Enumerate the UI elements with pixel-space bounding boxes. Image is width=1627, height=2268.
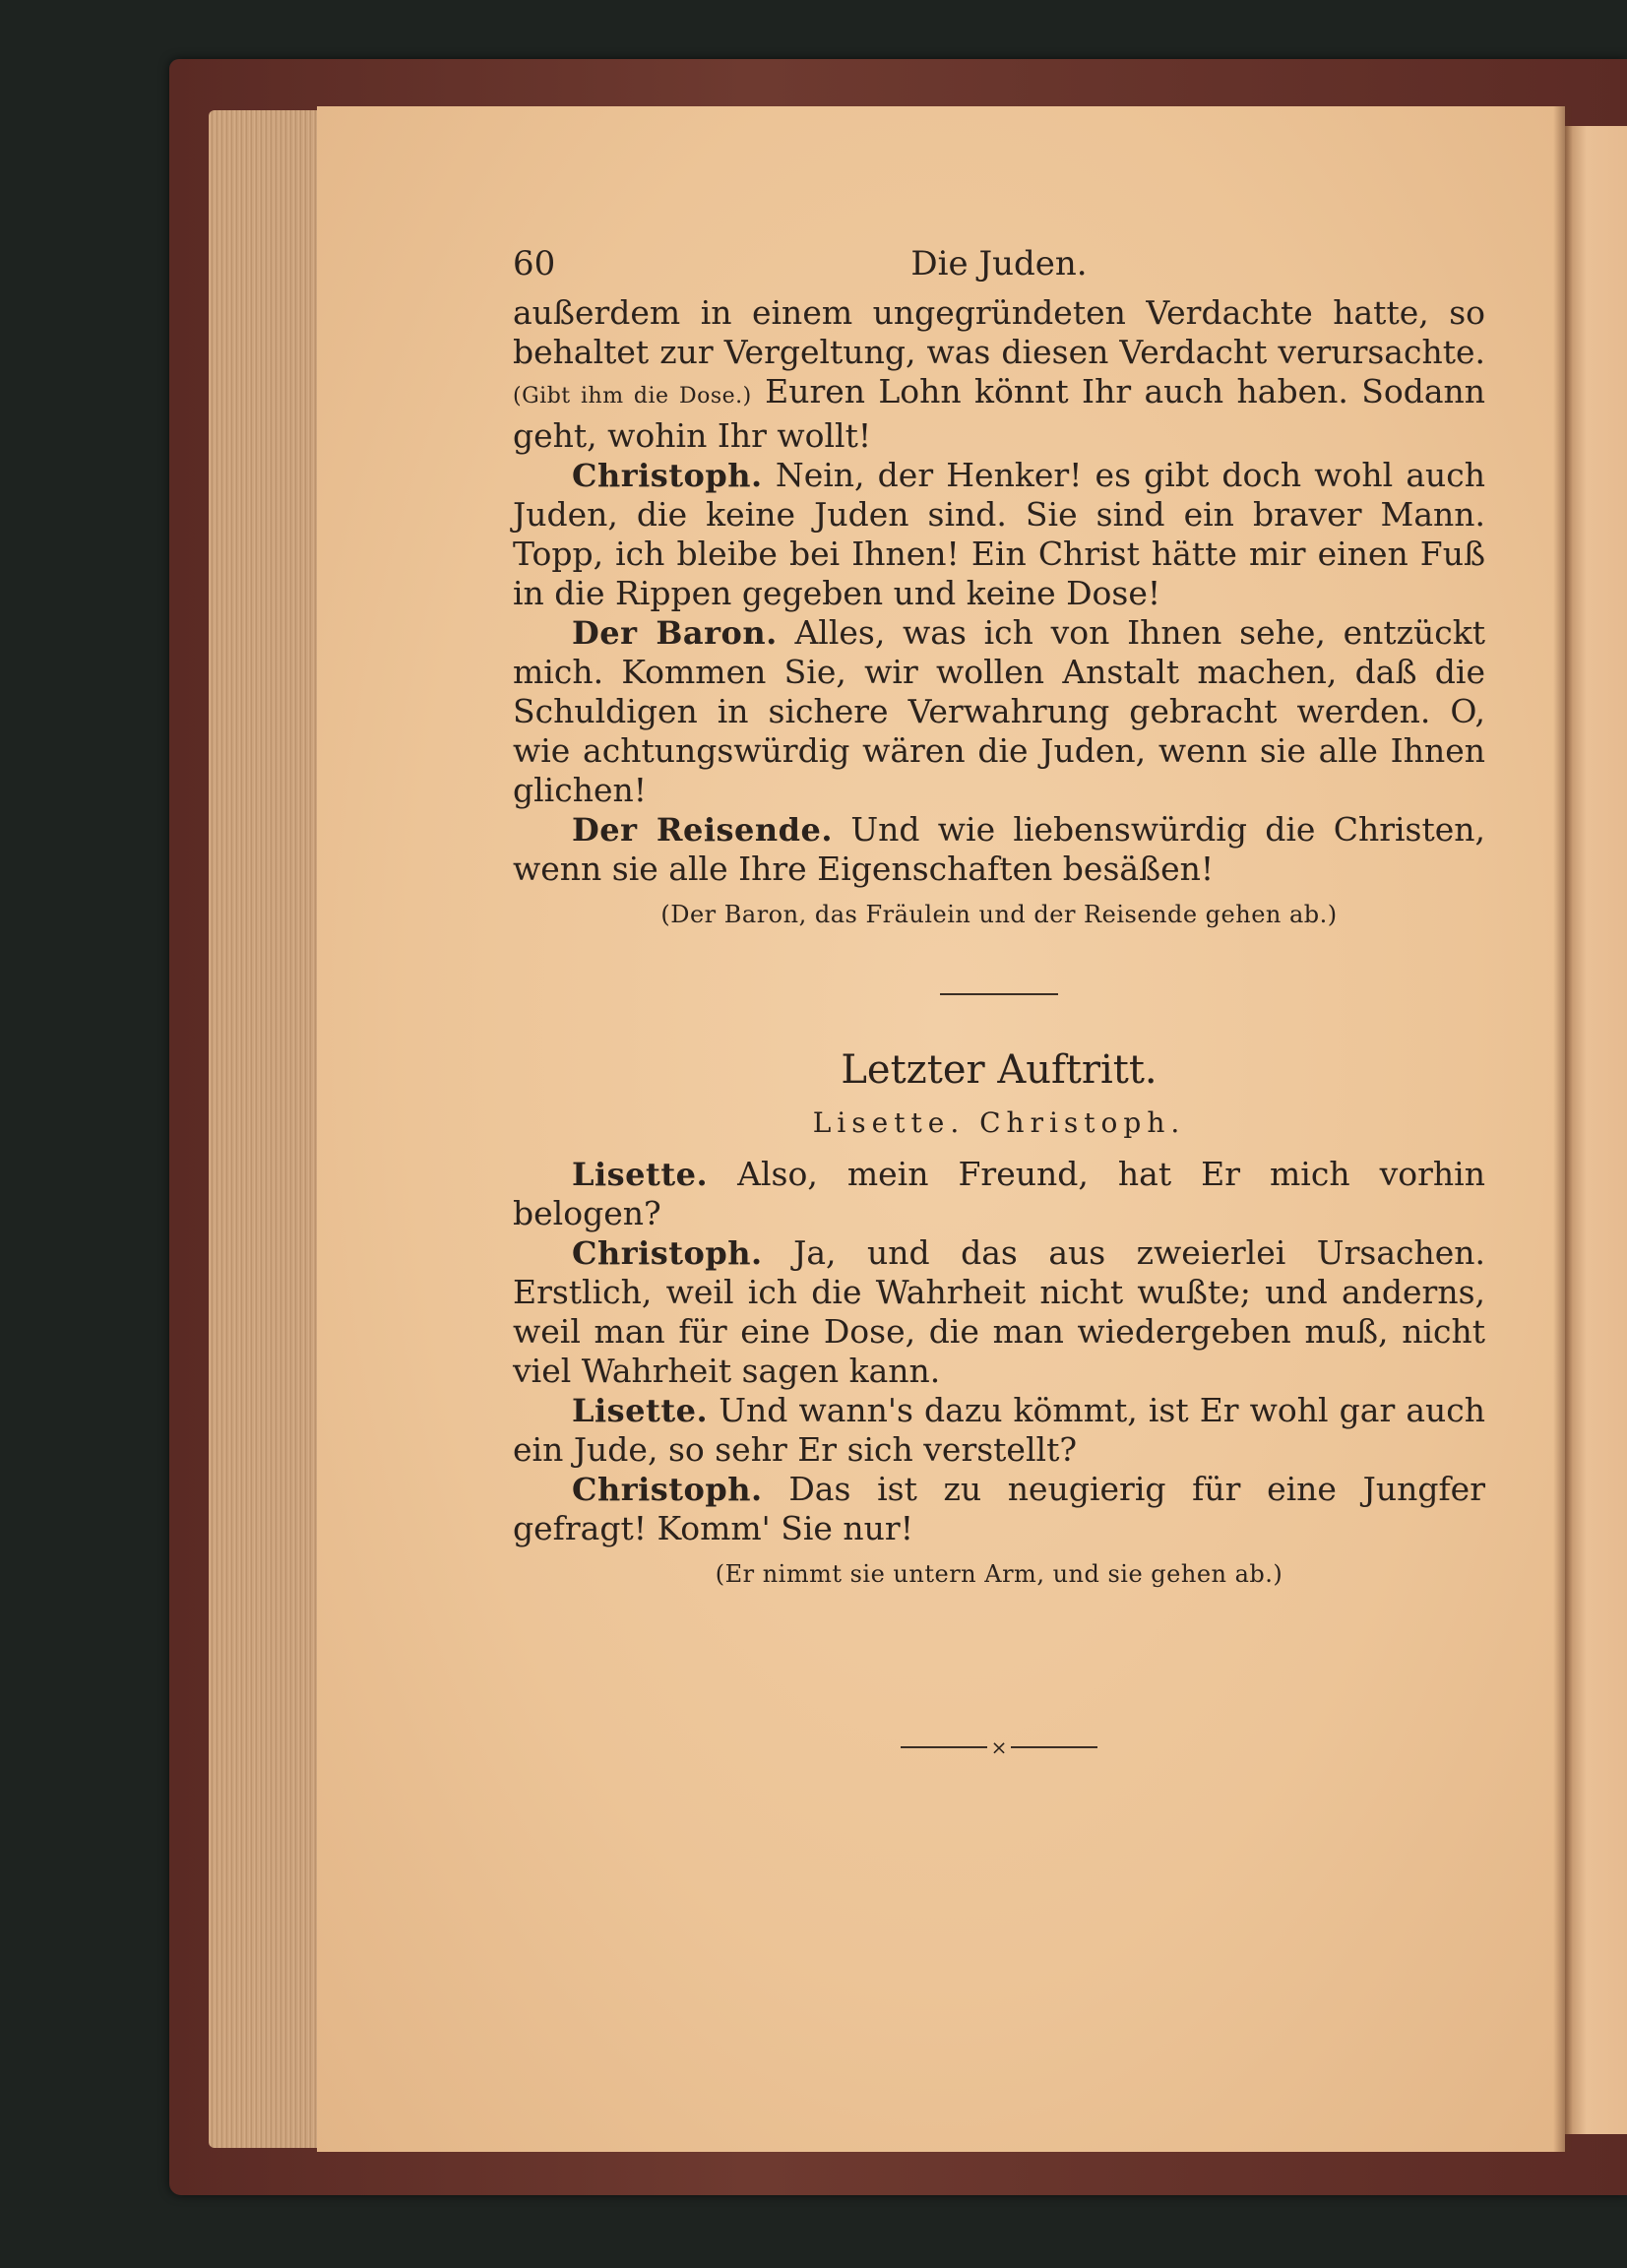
speaker-name: Lisette. bbox=[572, 1392, 709, 1429]
page-gutter bbox=[1553, 106, 1573, 2152]
end-ornament bbox=[513, 1737, 1485, 1757]
stage-direction-final: (Er nimmt sie untern Arm, und sie gehen ab.) bbox=[715, 1560, 1283, 1588]
speech-lisette-2: Lisette. Und wann's dazu kömmt, ist Er wohl gar auch ein Jude, so sehr Er sich verstellt? bbox=[513, 1391, 1486, 1469]
speaker-name: Der Reisende. bbox=[572, 811, 834, 849]
speech-reisende: Der Reisende. Und wie liebenswürdig die Christen, wenn sie alle Ihre Eigenschaften besäßen! bbox=[513, 810, 1486, 888]
page-edges bbox=[209, 110, 327, 2148]
paragraph-continuation: außerdem in einem ungegründeten Verdachte hatte, so behaltet zur Vergeltung, was diesen Verdacht verursachte. (Gibt ihm die Dose.) Euren Lohn könnt Ihr auch haben. Sodann geht, wohin Ihr wollt! bbox=[513, 293, 1485, 455]
page-text-block bbox=[513, 244, 1485, 1757]
speaker-name: Christoph. bbox=[572, 1234, 763, 1272]
running-title: Die Juden. bbox=[910, 244, 1088, 284]
speech-lisette-1: Lisette. Also, mein Freund, hat Er mich vorhin belogen? bbox=[513, 1155, 1485, 1232]
speaker-name: Christoph. bbox=[572, 457, 763, 494]
page-number: 60 bbox=[513, 244, 556, 284]
next-page-edge bbox=[1565, 126, 1627, 2134]
scene-title: Letzter Auftritt. bbox=[841, 1047, 1158, 1093]
speech-christoph-1: Christoph. Nein, der Henker! es gibt doch wohl auch Juden, die keine Juden sind. Sie sind ein braver Mann. Topp, ich bleibe bei Ihnen! Ein Christ hätte mir einen Fuß in die Rippen gegeben und keine Dose! bbox=[513, 456, 1485, 612]
ornament-mark: × bbox=[990, 1735, 1008, 1759]
ornament-line-left bbox=[901, 1746, 987, 1748]
running-head bbox=[513, 244, 1485, 293]
speech-christoph-3: Christoph. Das ist zu neugierig für eine Jungfer gefragt! Komm' Sie nur! bbox=[513, 1470, 1485, 1547]
inline-stage-direction: (Gibt ihm die Dose.) bbox=[513, 384, 752, 409]
speaker-name: Christoph. bbox=[572, 1471, 763, 1508]
speech-christoph-2: Christoph. Ja, und das aus zweierlei Ursachen. Erstlich, weil ich die Wahrheit nicht wußte; und anderns, weil man für eine Dose, die man wiedergeben muß, nicht viel Wahrheit sagen kann. bbox=[513, 1233, 1485, 1390]
stage-direction-exit: (Der Baron, das Fräulein und der Reisende gehen ab.) bbox=[660, 901, 1338, 928]
speaker-name: Lisette. bbox=[572, 1156, 709, 1193]
speech-baron: Der Baron. Alles, was ich von Ihnen sehe, entzückt mich. Kommen Sie, wir wollen Anstalt machen, daß die Schuldigen in sichere Verwahrung gebracht werden. O, wie achtungswürdig wären die Juden, wenn sie alle Ihnen glichen! bbox=[513, 613, 1486, 809]
speaker-name: Der Baron. bbox=[572, 614, 778, 652]
ornament-line-right bbox=[1011, 1746, 1097, 1748]
scene-divider bbox=[940, 993, 1058, 995]
scene-cast: Lisette. Christoph. bbox=[812, 1106, 1186, 1139]
